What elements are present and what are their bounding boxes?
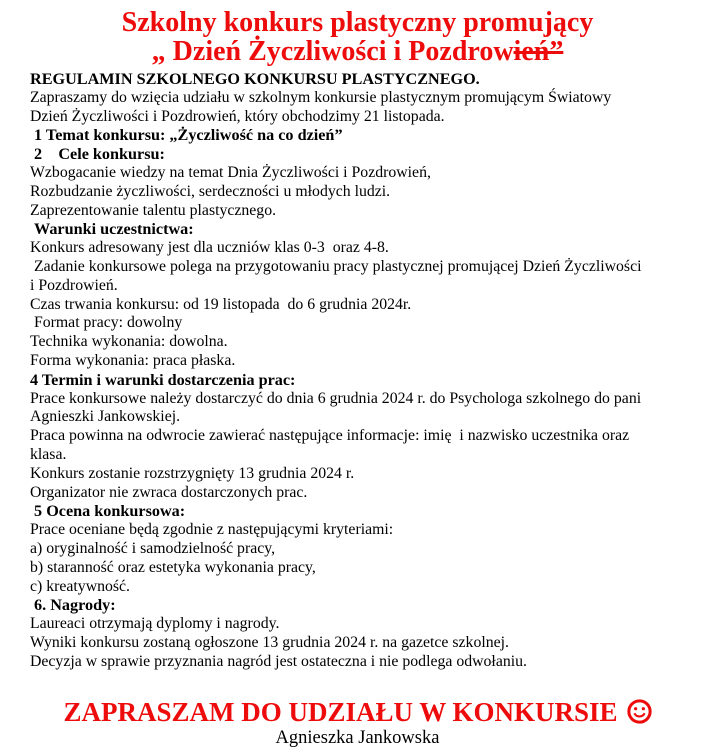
paragraph-line: Wyniki konkursu zostaną ogłoszone 13 grudnia 2024 r. na gazetce szkolnej. (30, 633, 509, 651)
paragraph-line: Zadanie konkursowe polega na przygotowaniu pracy plastycznej promującej Dzień Życzliwości (30, 257, 642, 275)
paragraph-line: 1 Temat konkursu: „Życzliwość na co dzień” (30, 126, 343, 145)
paragraph-line: Forma wykonania: praca płaska. (30, 351, 236, 369)
paragraph-line: Technika wykonania: dowolna. (30, 333, 228, 351)
paragraph-line: Laureaci otrzymają dyplomy i nagrody. (30, 615, 280, 633)
paragraph-line: Czas trwania konkursu: od 19 listopada do 6 grudnia 2024r. (30, 295, 412, 313)
title-line2 (152, 36, 564, 67)
paragraph-line: Praca powinna na odwrocie zawierać następujące informacje: imię i nazwisko uczestnika oraz (30, 427, 630, 445)
paragraph-line: Dzień Życzliwości i Pozdrowień, który obchodzimy 21 listopada. (30, 107, 445, 125)
paragraph-line: Agnieszki Jankowskiej. (30, 408, 181, 426)
title-line1: Szkolny konkurs plastyczny promujący (121, 7, 594, 38)
paragraph-line: a) oryginalność i samodzielność pracy, (30, 539, 276, 557)
paragraph-line: REGULAMIN SZKOLNEGO KONKURSU PLASTYCZNEGO. (30, 70, 480, 88)
paragraph-line: Konkurs zostanie rozstrzygnięty 13 grudnia 2024 r. (30, 464, 355, 482)
paragraph-line: Format pracy: dowolny (30, 314, 183, 332)
paragraph-line: b) staranność oraz estetyka wykonania pracy, (30, 558, 316, 576)
paragraph-line: 2 Cele konkursu: (30, 145, 165, 164)
title-line2-strikethrough: ień” (513, 36, 564, 67)
paragraph-line: c) kreatywność. (30, 577, 131, 595)
paragraph-line: Zapraszamy do wzięcia udziału w szkolnym konkursie plastycznym promującym Światowy (30, 88, 612, 106)
invitation-line (30, 698, 685, 726)
paragraph-line: 4 Termin i warunki dostarczenia prac: (30, 370, 296, 389)
document-title (30, 8, 685, 66)
paragraph-line: Rozbudzanie życzliwości, serdeczności u młodych ludzi. (30, 182, 391, 200)
smiley-face-icon (627, 699, 652, 724)
document-body (30, 70, 685, 672)
signature: Agnieszka Jankowska (275, 727, 440, 748)
paragraph-line: Prace oceniane będą zgodnie z następującymi kryteriami: (30, 521, 394, 539)
paragraph-line: i Pozdrowień. (30, 276, 118, 294)
paragraph-line: 6. Nagrody: (30, 596, 116, 615)
paragraph-line: Wzbogacanie wiedzy na temat Dnia Życzliwości i Pozdrowień, (30, 163, 431, 181)
title-line2-prefix: „ Dzień Życzliwości i Pozdrow (151, 36, 514, 67)
paragraph-line: klasa. (30, 445, 67, 463)
paragraph-line: Decyzja w sprawie przyznania nagród jest ostateczna i nie podlega odwołaniu. (30, 652, 527, 670)
paragraph-line: 5 Ocena konkursowa: (30, 502, 186, 521)
paragraph-line: Warunki uczestnictwa: (30, 220, 194, 239)
invitation-text: ZAPRASZAM DO UDZIAŁU W KONKURSIE (63, 696, 618, 727)
paragraph-line: Konkurs adresowany jest dla uczniów klas 0-3 oraz 4-8. (30, 239, 389, 257)
paragraph-line: Organizator nie zwraca dostarczonych prac. (30, 483, 308, 501)
paragraph-line: Zaprezentowanie talentu plastycznego. (30, 201, 277, 219)
paragraph-line: Prace konkursowe należy dostarczyć do dnia 6 grudnia 2024 r. do Psychologa szkolnego do pani (30, 389, 642, 407)
